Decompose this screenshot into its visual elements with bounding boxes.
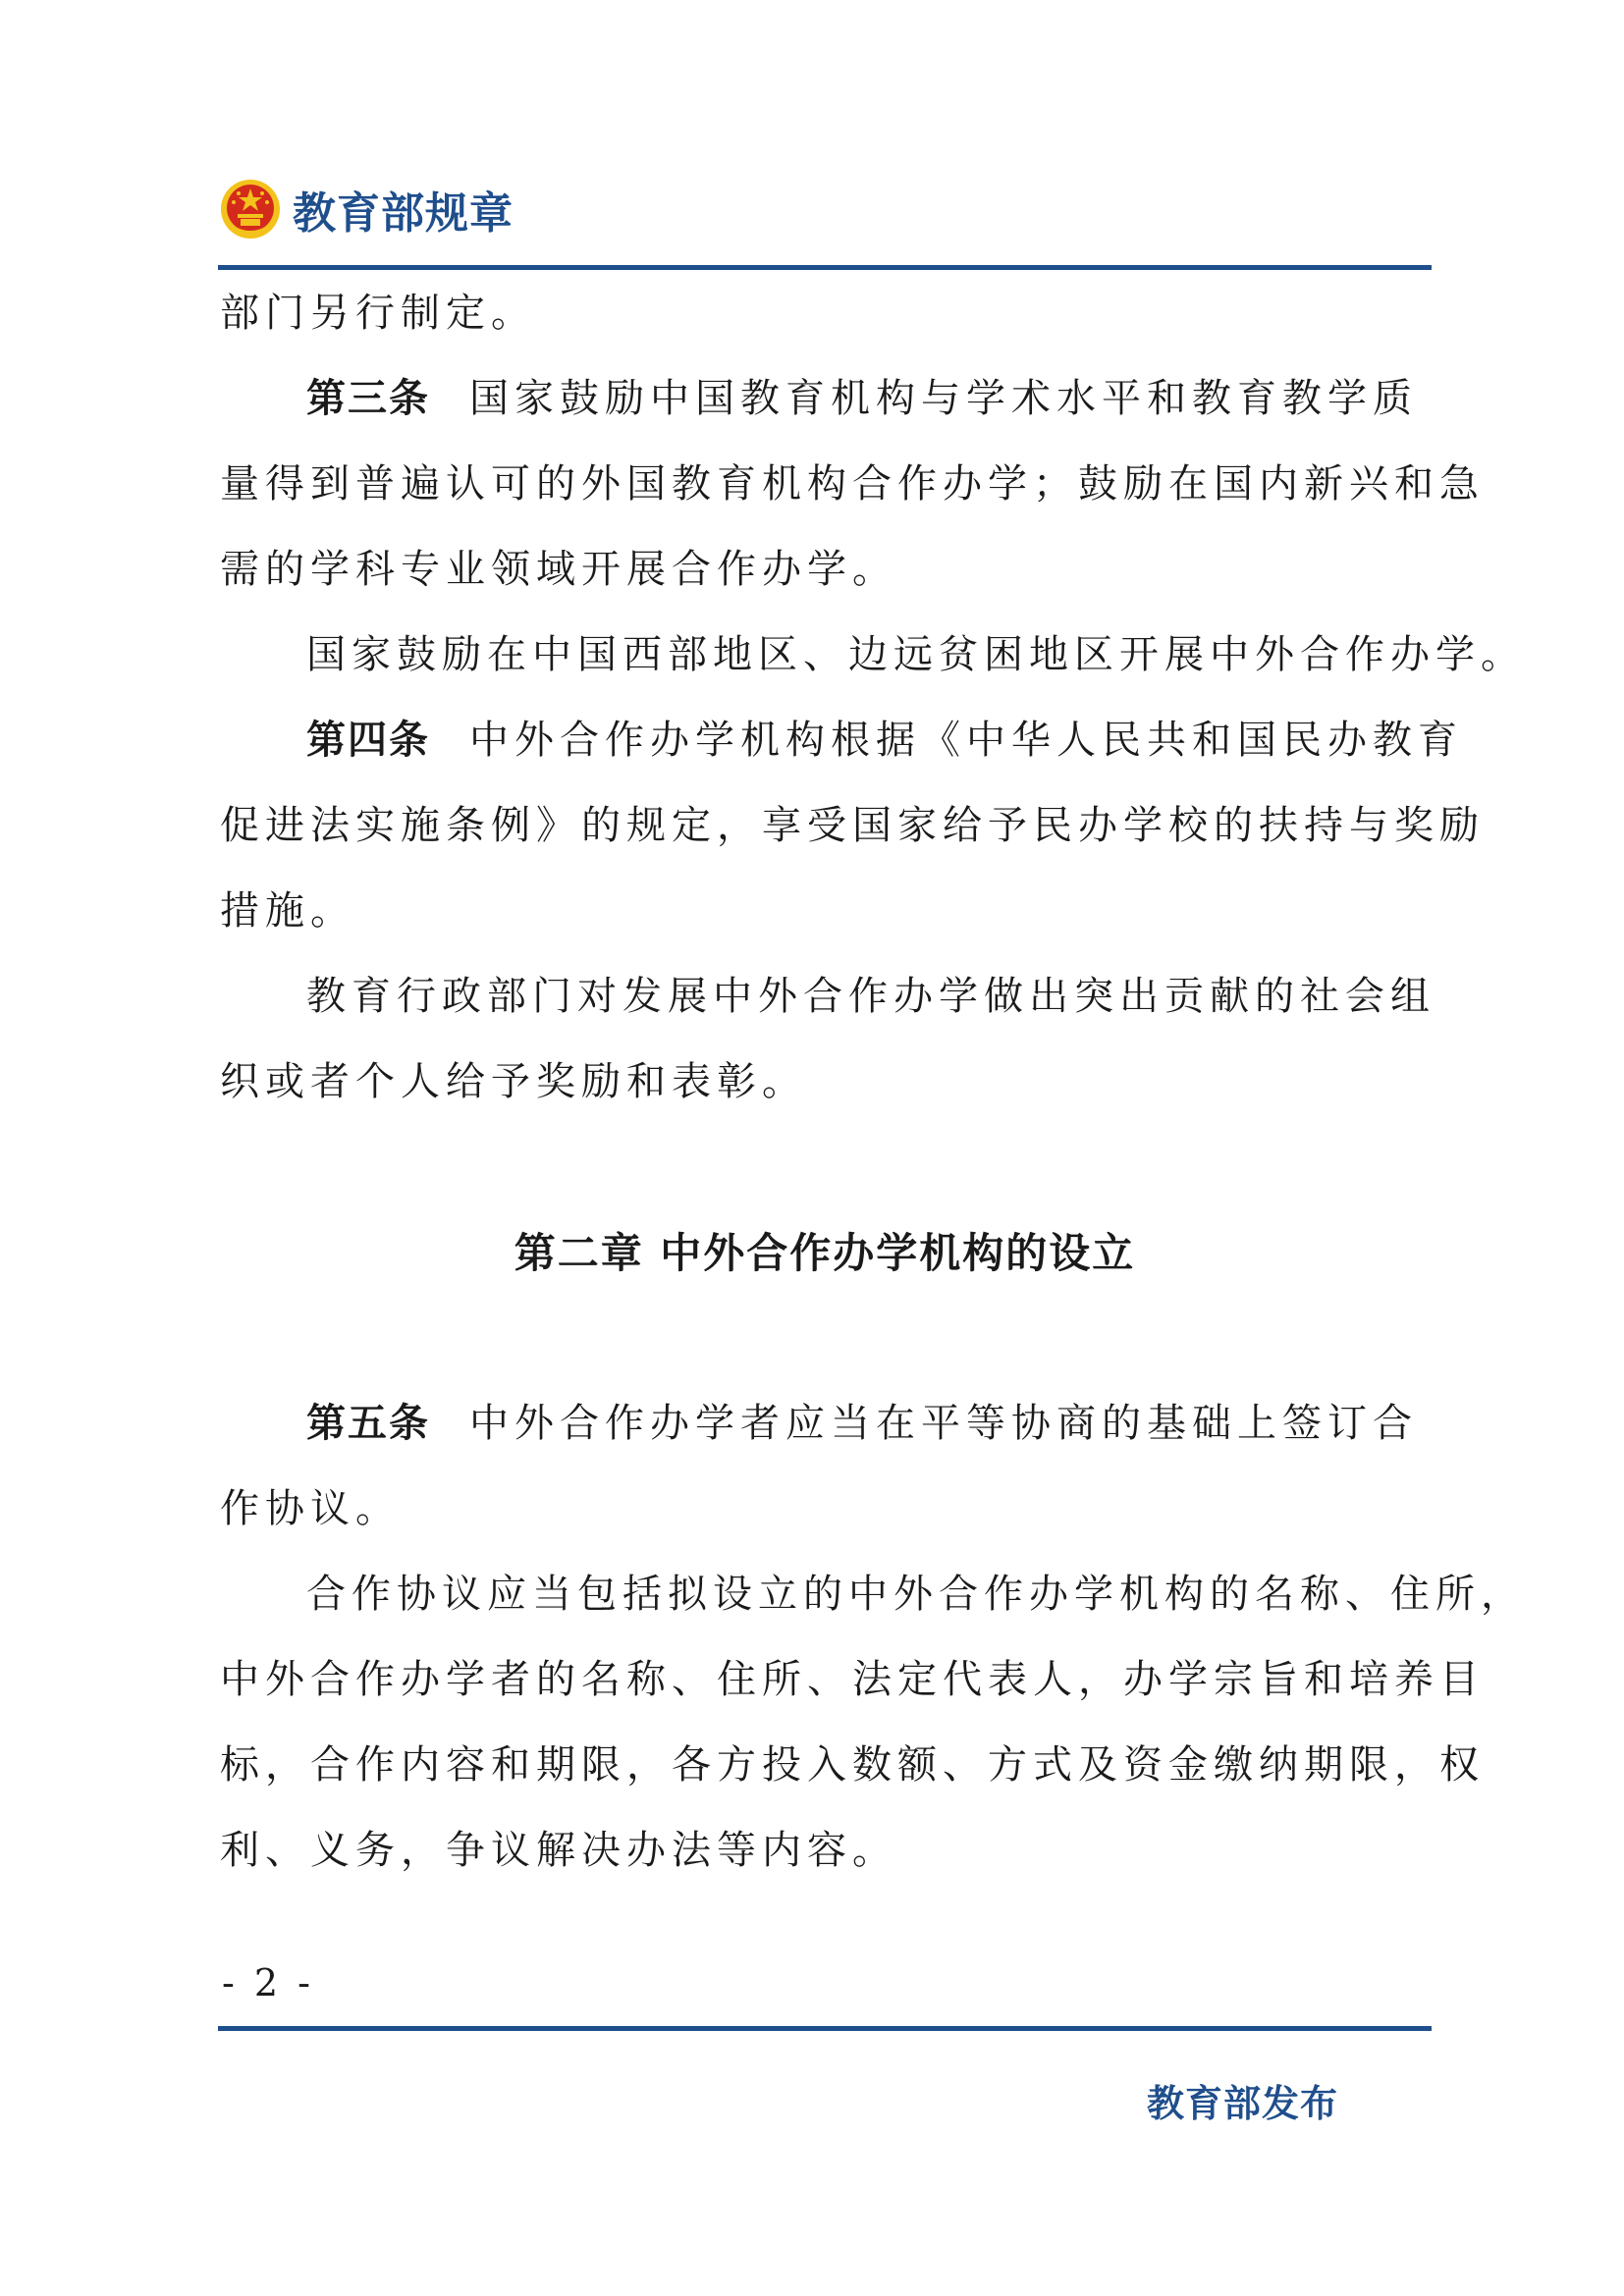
article-5-line: 第五条 中外合作办学者应当在平等协商的基础上签订合 — [306, 1401, 1418, 1446]
text-line: 量得到普遍认可的外国教育机构合作办学；鼓励在国内新兴和急 — [220, 461, 1485, 507]
page-header — [220, 175, 514, 243]
text-line: 中外合作办学者的名称、住所、法定代表人，办学宗旨和培养目 — [220, 1657, 1485, 1702]
article-heading: 第四条 — [306, 718, 430, 763]
chapter-title: 第二章 中外合作办学机构的设立 — [514, 1229, 1136, 1277]
national-emblem-icon — [220, 179, 281, 240]
article-heading: 第三条 — [306, 376, 430, 421]
document-body — [220, 271, 1526, 1894]
text-line: 织或者个人给予奖励和表彰。 — [220, 1059, 807, 1104]
footer-publisher: 教育部发布 — [1147, 2082, 1339, 2125]
text-line: 部门另行制定。 — [220, 291, 536, 336]
text-line: 作协议。 — [220, 1486, 401, 1531]
text-line: 需的学科专业领域开展合作办学。 — [220, 547, 897, 592]
article-4-line: 第四条 中外合作办学机构根据《中华人民共和国民办教育 — [306, 718, 1463, 763]
article-3-line: 第三条 国家鼓励中国教育机构与学术水平和教育教学质 — [306, 376, 1418, 421]
header-divider — [218, 265, 1432, 270]
article-heading: 第五条 — [306, 1401, 430, 1446]
page-number: - 2 - — [222, 1961, 315, 2004]
text-line: 措施。 — [220, 888, 355, 934]
header-title: 教育部规章 — [293, 188, 514, 239]
text-line: 标，合作内容和期限，各方投入数额、方式及资金缴纳期限，权 — [220, 1742, 1485, 1788]
text-line: 教育行政部门对发展中外合作办学做出突出贡献的社会组 — [306, 974, 1435, 1019]
text-line: 利、义务，争议解决办法等内容。 — [220, 1828, 897, 1873]
text-line: 合作协议应当包括拟设立的中外合作办学机构的名称、住所， — [306, 1572, 1526, 1617]
footer-divider — [218, 2026, 1432, 2031]
text-line: 国家鼓励在中国西部地区、边远贫困地区开展中外合作办学。 — [306, 632, 1526, 677]
text-line: 促进法实施条例》的规定，享受国家给予民办学校的扶持与奖励 — [220, 803, 1485, 848]
